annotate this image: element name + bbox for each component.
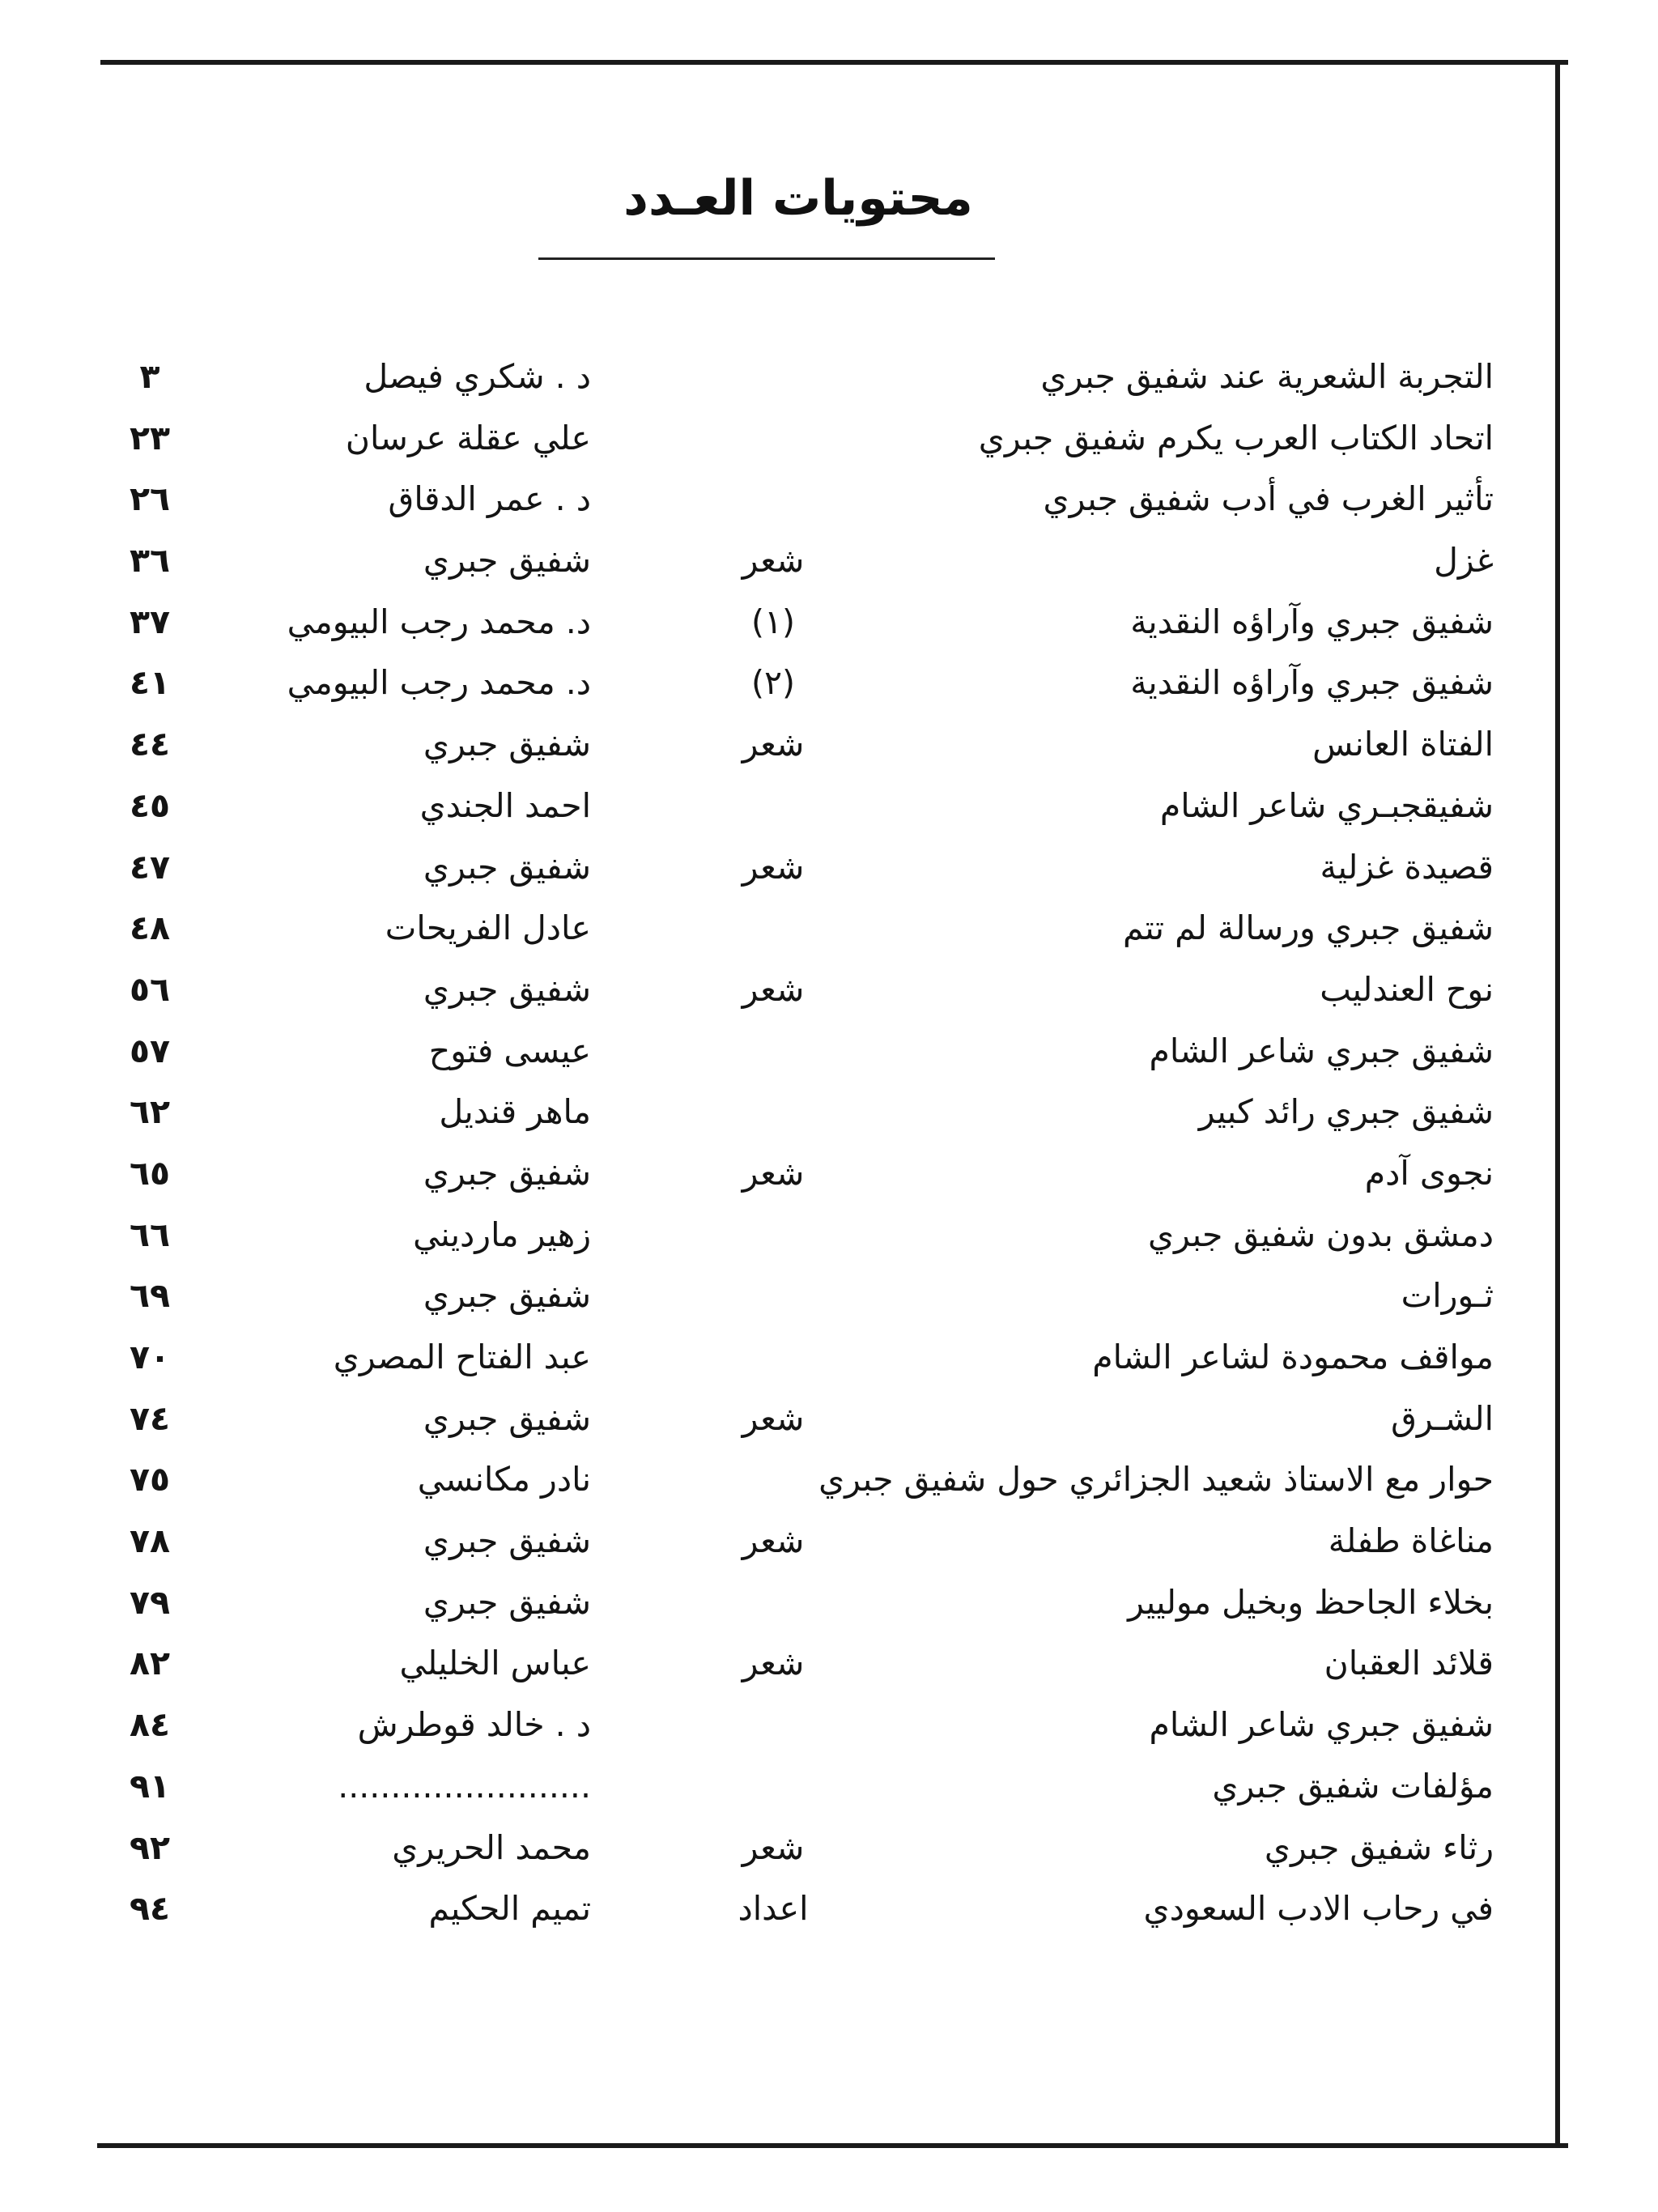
toc-entry-title: نجوى آدم bbox=[1364, 1153, 1494, 1193]
toc-entry-title: مؤلفات شفيق جبري bbox=[1212, 1766, 1494, 1806]
toc-entry bbox=[0, 1878, 1658, 1940]
toc-entry-page: ٦٥ bbox=[129, 1153, 171, 1193]
toc-entry bbox=[0, 530, 1658, 592]
toc-entry-author: شفيق جبري bbox=[423, 541, 591, 581]
toc-entry-page: ٩٤ bbox=[129, 1889, 171, 1929]
toc-entry-title: في رحاب الادب السعودي bbox=[1143, 1889, 1494, 1929]
toc-entry-page: ٤١ bbox=[129, 663, 171, 703]
toc-entry bbox=[0, 1327, 1658, 1389]
toc-entry-author: شفيق جبري bbox=[423, 1582, 591, 1622]
toc-entry-author: ماهر قنديل bbox=[439, 1092, 591, 1132]
toc-entry-author: شفيق جبري bbox=[423, 969, 591, 1009]
toc-entry-author: عيسى فتوح bbox=[428, 1031, 591, 1070]
toc-entry-author: عباس الخليلي bbox=[399, 1644, 591, 1683]
toc-entry-type: شعر bbox=[742, 1398, 805, 1438]
toc-entry-page: ٤٧ bbox=[129, 847, 171, 887]
toc-entry-author: د. محمد رجب البيومي bbox=[287, 663, 591, 703]
toc-entry-author: شفيق جبري bbox=[423, 847, 591, 887]
toc-entry-title: حوار مع الاستاذ شعيد الجزائري حول شفيق جبري bbox=[818, 1460, 1494, 1499]
toc-entry-title: شفيق جبري ورسالة لم تتم bbox=[1123, 908, 1494, 948]
toc-entry-author: شفيق جبري bbox=[423, 725, 591, 764]
toc-entry-author: شفيق جبري bbox=[423, 1398, 591, 1438]
toc-entry-title: ثـورات bbox=[1401, 1276, 1494, 1316]
toc-entry-author: تميم الحكيم bbox=[428, 1889, 591, 1929]
toc-entry-title: الشـرق bbox=[1391, 1398, 1494, 1438]
toc-entry bbox=[0, 1511, 1658, 1572]
toc-entry-type bbox=[721, 1266, 826, 1326]
toc-entry-title: اتحاد الكتاب العرب يكرم شفيق جبري bbox=[978, 418, 1494, 457]
toc-entry-type bbox=[721, 898, 826, 959]
toc-entry-title: شفيق جبري شاعر الشام bbox=[1149, 1705, 1494, 1745]
toc-entry-title: مواقف محمودة لشاعر الشام bbox=[1092, 1338, 1494, 1376]
toc-entry-page: ٧٤ bbox=[129, 1398, 171, 1438]
toc-entry bbox=[0, 408, 1658, 470]
page-title: محتويات العـدد bbox=[623, 170, 973, 227]
toc-entry-title: التجربة الشعرية عند شفيق جبري bbox=[1040, 357, 1494, 396]
toc-entry-type bbox=[721, 1756, 826, 1817]
toc-entry-type: (٢) bbox=[750, 663, 796, 703]
toc-entry-type: شعر bbox=[742, 725, 805, 764]
toc-entry-author: عادل الفريحات bbox=[385, 908, 591, 948]
frame-bottom-rule bbox=[97, 2143, 1568, 2148]
toc-entry-type bbox=[721, 469, 826, 530]
toc-entry-type: شعر bbox=[742, 1644, 805, 1683]
toc-entry-title: شفيق جبري وآراؤه النقدية bbox=[1130, 663, 1494, 703]
toc-entry-type: شعر bbox=[742, 1521, 805, 1561]
toc-entry bbox=[0, 1082, 1658, 1143]
toc-entry-author: شفيق جبري bbox=[423, 1153, 591, 1193]
toc-entry-page: ٤٨ bbox=[129, 908, 171, 948]
toc-entry-type: شعر bbox=[742, 541, 805, 581]
toc-entry-type: شعر bbox=[742, 969, 805, 1009]
toc-entry-author: د . خالد قوطرش bbox=[357, 1705, 591, 1745]
toc-entry-title: شفيقجبـري شاعر الشام bbox=[1159, 785, 1494, 825]
toc-entry-title: رثاء شفيق جبري bbox=[1264, 1827, 1494, 1867]
toc-entry-author: علي عقلة عرسان bbox=[345, 418, 591, 457]
toc-entry-page: ٩٢ bbox=[129, 1827, 171, 1867]
toc-entry-type bbox=[721, 408, 826, 469]
toc-entry bbox=[0, 1695, 1658, 1756]
toc-entry bbox=[0, 1389, 1658, 1450]
toc-entry-type bbox=[721, 1082, 826, 1142]
title-underline bbox=[538, 257, 995, 260]
toc-entry-author: محمد الحريري bbox=[392, 1827, 591, 1867]
toc-entry-type bbox=[721, 1205, 826, 1266]
toc-entry-page: ٧٩ bbox=[129, 1582, 171, 1622]
toc-entry bbox=[0, 1021, 1658, 1083]
toc-entry-title: نوح العندليب bbox=[1320, 969, 1494, 1009]
toc-entry bbox=[0, 837, 1658, 899]
toc-entry bbox=[0, 469, 1658, 530]
frame-top-rule bbox=[100, 60, 1568, 65]
toc-entry-title: الفتاة العانس bbox=[1312, 725, 1494, 764]
toc-entry-type bbox=[721, 1021, 826, 1082]
toc-entry-type: شعر bbox=[742, 1827, 805, 1867]
toc-entry bbox=[0, 653, 1658, 714]
toc-entry-author: زهير مارديني bbox=[413, 1214, 591, 1254]
toc-entry-page: ٨٤ bbox=[129, 1705, 171, 1745]
toc-entry bbox=[0, 1449, 1658, 1511]
toc-entry bbox=[0, 347, 1658, 408]
toc-entry bbox=[0, 714, 1658, 776]
toc-entry-type bbox=[721, 1572, 826, 1633]
toc-entry-author: احمد الجندي bbox=[419, 785, 591, 825]
toc-entry bbox=[0, 1756, 1658, 1818]
toc-entry-page: ٧٥ bbox=[129, 1460, 171, 1499]
toc-entry bbox=[0, 1818, 1658, 1879]
toc-entry-type bbox=[721, 347, 826, 407]
toc-entry-page: ٩١ bbox=[129, 1766, 171, 1806]
toc-entry bbox=[0, 959, 1658, 1021]
toc-entry-author: د . شكري فيصل bbox=[363, 357, 591, 396]
toc-entry-author: ........................ bbox=[338, 1766, 591, 1806]
toc-entry-title: شفيق جبري وآراؤه النقدية bbox=[1130, 602, 1494, 641]
toc-entry-author: عبد الفتاح المصري bbox=[333, 1338, 591, 1376]
toc-entry-title: قصيدة غزلية bbox=[1320, 847, 1494, 887]
toc-entry-title: غزل bbox=[1434, 541, 1494, 581]
toc-entry-page: ٢٣ bbox=[129, 418, 171, 457]
toc-entry-page: ٢٦ bbox=[129, 479, 171, 519]
toc-entry-page: ٥٦ bbox=[129, 969, 171, 1009]
table-of-contents bbox=[0, 347, 1658, 1940]
toc-entry-type: شعر bbox=[742, 1153, 805, 1193]
toc-entry-page: ٤٤ bbox=[129, 725, 171, 764]
toc-entry-title: تأثير الغرب في أدب شفيق جبري bbox=[1043, 479, 1494, 519]
toc-entry-title: بخلاء الجاحظ وبخيل موليير bbox=[1128, 1582, 1494, 1622]
toc-entry-page: ٦٩ bbox=[129, 1276, 171, 1316]
toc-entry-title: مناغاة طفلة bbox=[1328, 1521, 1494, 1561]
toc-entry-page: ٤٥ bbox=[129, 785, 171, 825]
toc-entry bbox=[0, 1633, 1658, 1695]
toc-entry-author: شفيق جبري bbox=[423, 1521, 591, 1561]
toc-entry-type bbox=[721, 1327, 826, 1388]
toc-entry-author: نادر مكانسي bbox=[417, 1460, 591, 1499]
toc-entry-type bbox=[721, 1695, 826, 1755]
toc-entry-type: اعداد bbox=[738, 1889, 809, 1929]
toc-entry-type bbox=[721, 1449, 826, 1510]
toc-entry bbox=[0, 592, 1658, 653]
toc-entry-title: قلائد العقبان bbox=[1324, 1644, 1494, 1683]
toc-entry-page: ٦٢ bbox=[129, 1092, 171, 1132]
toc-entry-type: شعر bbox=[742, 847, 805, 887]
toc-entry-author: د. محمد رجب البيومي bbox=[287, 602, 591, 641]
toc-entry-type bbox=[721, 776, 826, 836]
toc-entry-page: ٣٧ bbox=[129, 602, 171, 641]
toc-entry bbox=[0, 1205, 1658, 1266]
toc-entry bbox=[0, 1143, 1658, 1205]
toc-entry-page: ٣٦ bbox=[129, 541, 171, 581]
toc-entry-author: شفيق جبري bbox=[423, 1276, 591, 1316]
toc-entry bbox=[0, 776, 1658, 837]
toc-entry-title: شفيق جبري رائد كبير bbox=[1198, 1092, 1494, 1132]
toc-entry-page: ٥٧ bbox=[129, 1031, 171, 1070]
toc-entry bbox=[0, 1266, 1658, 1327]
toc-entry-page: ٧٠ bbox=[129, 1338, 171, 1376]
toc-entry-title: شفيق جبري شاعر الشام bbox=[1149, 1031, 1494, 1070]
toc-entry-title: دمشق بدون شفيق جبري bbox=[1147, 1214, 1494, 1254]
toc-entry-page: ٨٢ bbox=[129, 1644, 171, 1683]
toc-entry-type: (١) bbox=[750, 602, 796, 641]
toc-entry-page: ٣ bbox=[139, 357, 160, 396]
toc-entry-author: د . عمر الدقاق bbox=[388, 479, 591, 519]
toc-entry bbox=[0, 1572, 1658, 1634]
toc-entry-page: ٧٨ bbox=[129, 1521, 171, 1561]
toc-entry-page: ٦٦ bbox=[129, 1214, 171, 1254]
toc-entry bbox=[0, 898, 1658, 959]
